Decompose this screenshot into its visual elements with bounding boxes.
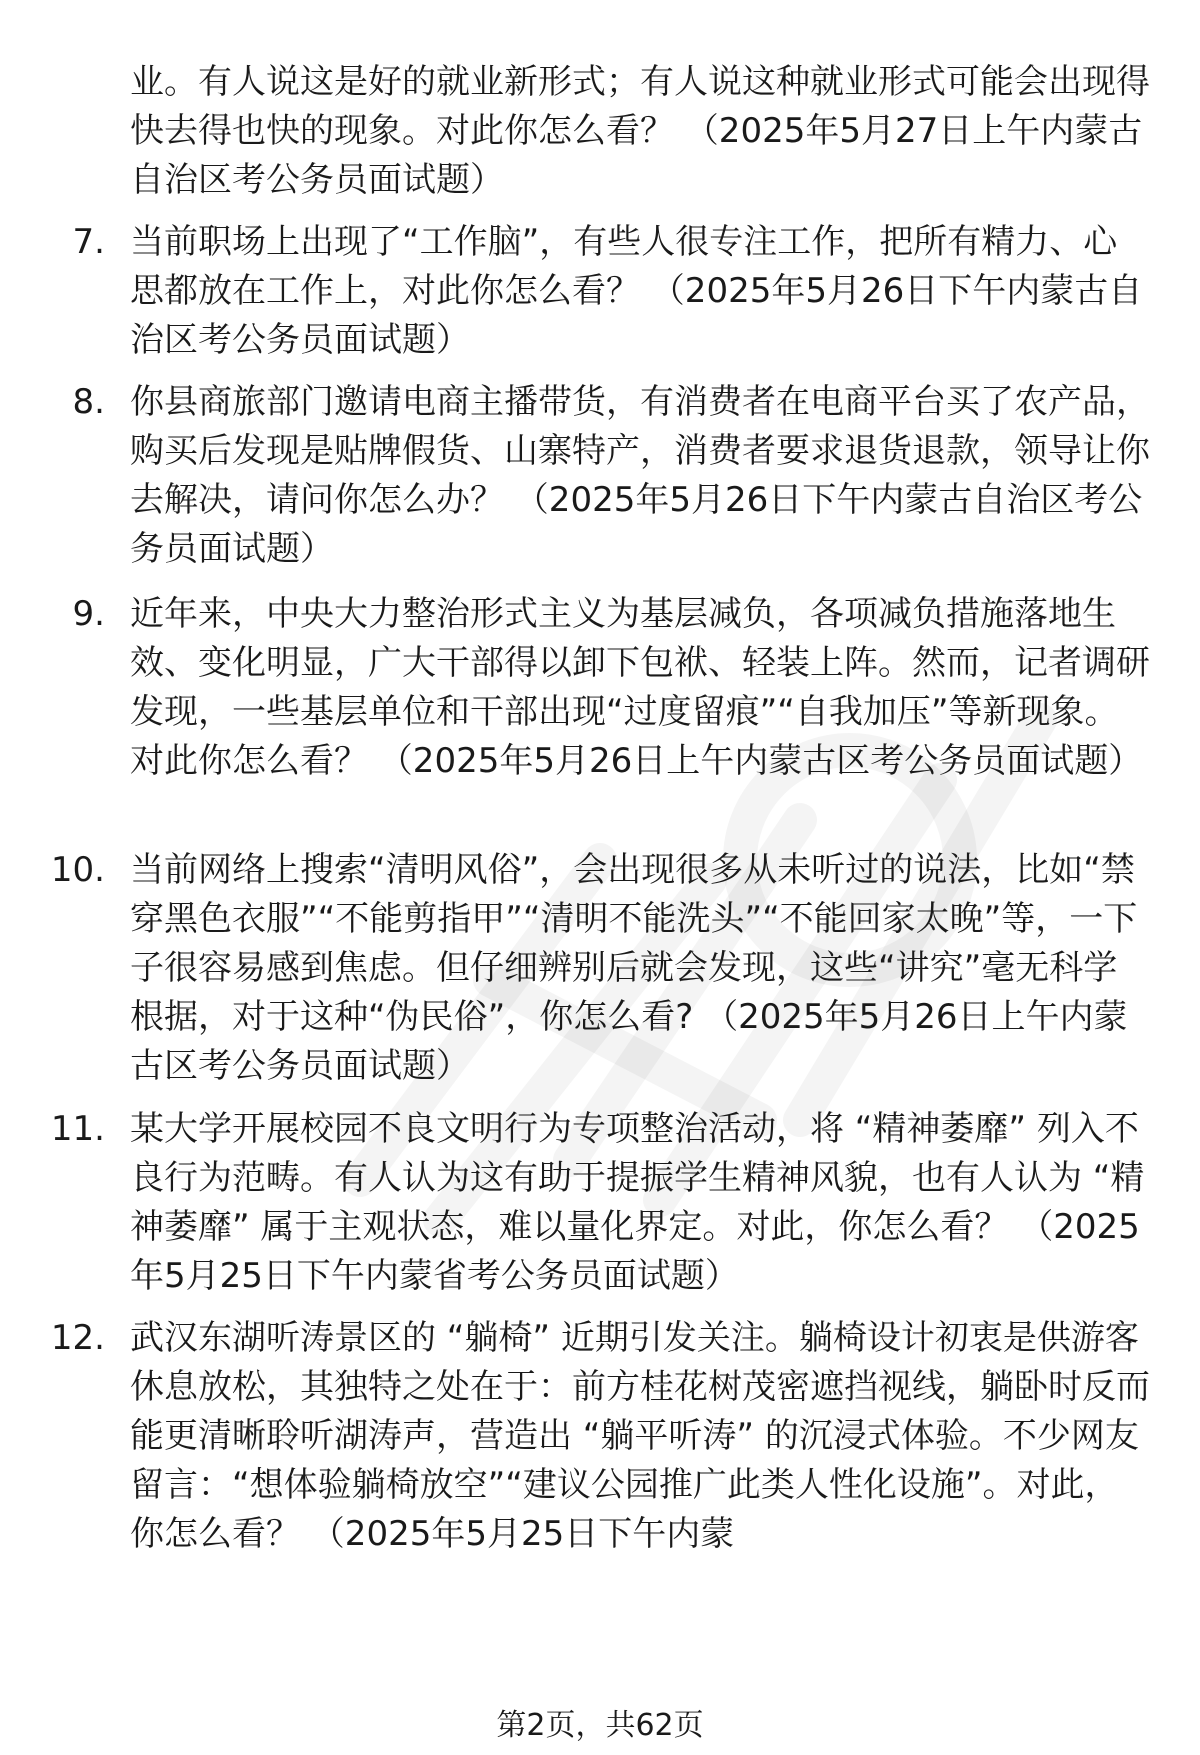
question-number: 11. <box>50 1109 105 1149</box>
question-text: 当前职场上出现了“工作脑”，有些人很专注工作，把所有精力、心思都放在工作上，对此你怎么看？ （2025年5月26日下午内蒙古自治区考公务员面试题） <box>130 222 1143 360</box>
question-number: 10. <box>50 850 105 890</box>
question-text: 某大学开展校园不良文明行为专项整治活动，将 “精神萎靡” 列入不良行为范畴。有人认为这有助于提振学生精神风貌，也有人认为 “精神萎靡” 属于主观状态，难以量化界定。对此，你怎么看？ （2025年5月25日下午内蒙省考公务员面试题） <box>130 1109 1145 1296</box>
page-footer: 第2页，共62页 <box>496 1708 704 1743</box>
question-number: 12. <box>50 1318 105 1358</box>
question-text: 武汉东湖听涛景区的 “躺椅” 近期引发关注。躺椅设计初衷是供游客休息放松，其独特之处在于：前方桂花树茂密遮挡视线，躺卧时反而能更清晰聆听湖涛声，营造出 “躺平听涛” 的沉浸式体验。不少网友留言：“想体验躺椅放空”“建议公园推广此类人性化设施”。对此，你怎么看？ （2025年5月25日下午内蒙 <box>130 1318 1150 1554</box>
question-text: 你县商旅部门邀请电商主播带货，有消费者在电商平台买了农产品，购买后发现是贴牌假货、山寨特产，消费者要求退货退款，领导让你去解决，请问你怎么办？ （2025年5月26日下午内蒙古自治区考公务员面试题） <box>130 382 1150 569</box>
question-number: 8. <box>72 382 105 422</box>
question-text: 近年来，中央大力整治形式主义为基层减负，各项减负措施落地生效、变化明显，广大干部得以卸下包袱、轻装上阵。然而，记者调研发现，一些基层单位和干部出现“过度留痕”“自我加压”等新现象。对此你怎么看？ （2025年5月26日上午内蒙古区考公务员面试题） <box>130 594 1150 781</box>
question-number: 7. <box>72 222 105 262</box>
intro-paragraph: 业。有人说这是好的就业新形式；有人说这种就业形式可能会出现得快去得也快的现象。对此你怎么看？ （2025年5月27日上午内蒙古自治区考公务员面试题） <box>130 62 1150 200</box>
question-text: 当前网络上搜索“清明风俗”，会出现很多从未听过的说法，比如“禁穿黑色衣服”“不能剪指甲”“清明不能洗头”“不能回家太晚”等，一下子很容易感到焦虑。但仔细辨别后就会发现，这些“讲究”毫无科学根据，对于这种“伪民俗”，你怎么看? （2025年5月26日上午内蒙古区考公务员面试题） <box>130 850 1138 1086</box>
question-number: 9. <box>72 594 105 634</box>
